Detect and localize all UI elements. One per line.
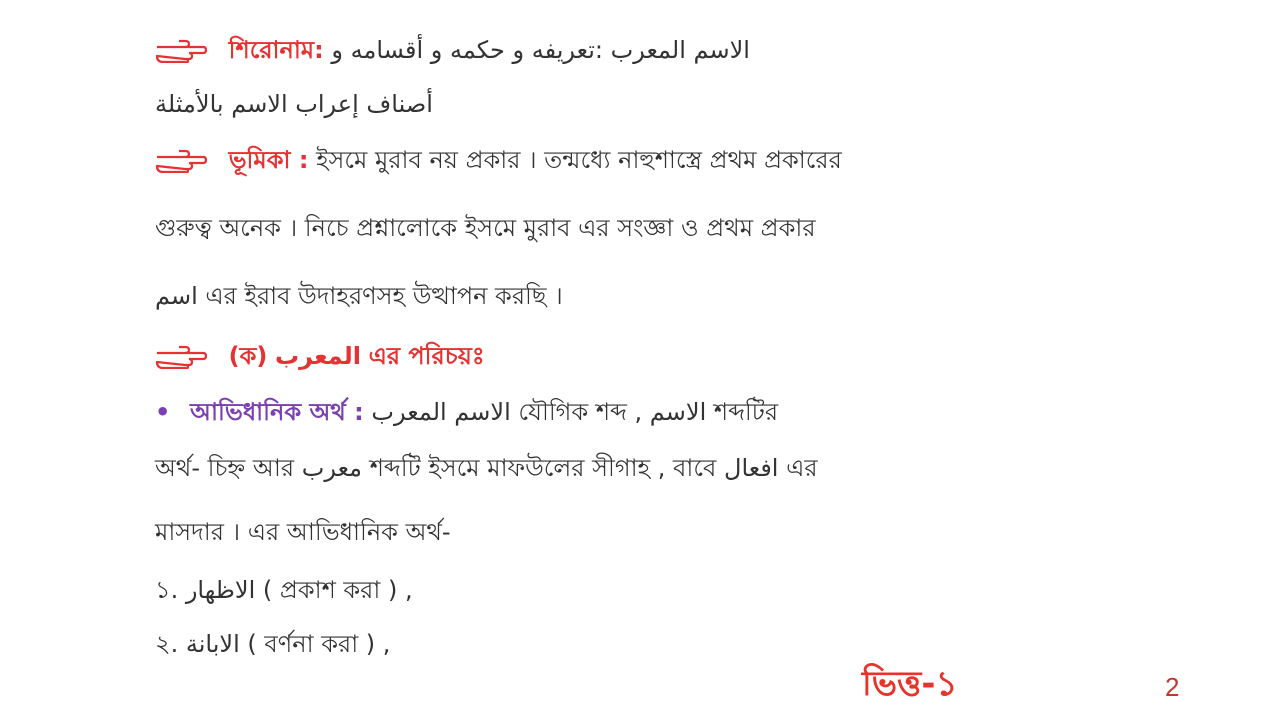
definition-line	[155, 396, 778, 428]
pointing-hand-icon	[155, 149, 207, 173]
definition-line-3	[155, 516, 451, 548]
definition-text-a: যৌগিক শব্দ ,	[518, 398, 643, 426]
title-continuation	[155, 88, 433, 120]
intro-text-line-3	[155, 280, 563, 312]
section-prefix: (ক)	[228, 342, 268, 370]
definition3-text: মাসদার । এর আভিধানিক অর্থ-	[155, 518, 451, 546]
intro-text-2: গুরুত্ব অনেক । নিচে প্রশ্নালোকে ইসমে মুরাব এর সংজ্ঞা ও প্রথম প্রকার	[155, 214, 816, 242]
intro-label: ভূমিকা :	[228, 146, 309, 174]
definition-line-2	[155, 452, 818, 484]
section-suffix: এর পরিচয়ঃ	[368, 342, 485, 370]
meaning-item-2	[155, 628, 390, 660]
definition-text-b: শব্দটির	[713, 398, 779, 426]
meaning-item-1-arabic: الاظهار	[185, 576, 256, 604]
intro-text-3: اسم এর ইরাব উদাহরণসহ উত্থাপন করছি ।	[155, 282, 563, 310]
meaning-item-1-text: ( প্রকাশ করা ) ,	[262, 576, 413, 604]
intro-line	[155, 144, 842, 176]
slide-label: ভিত্ত-১	[862, 664, 958, 704]
meaning-item-1-number: ১.	[155, 576, 179, 604]
title-arabic: الاسم المعرب :تعريفه و حكمه و أقسامه و	[331, 36, 750, 64]
definition2-text-c: এর	[786, 454, 818, 482]
section-heading	[155, 340, 485, 372]
pointing-hand-icon	[155, 345, 207, 369]
definition-label: আভিধানিক অর্থ :	[189, 398, 364, 426]
definition-arabic: الاسم المعرب	[371, 398, 511, 426]
bullet-icon: •	[155, 398, 171, 426]
meaning-item-1	[155, 574, 413, 606]
meaning-item-2-text: ( বর্ণনা করা ) ,	[247, 630, 391, 658]
intro-text-line-2	[155, 212, 816, 244]
intro-text: ইসমে মুরাব নয় প্রকার । তন্মধ্যে নাহুশাস্ত্রে প্রথম প্রকারের	[316, 146, 842, 174]
definition2-text-a: অর্থ- চিহ্ন আর	[155, 454, 295, 482]
title-arabic-continuation: أصناف إعراب الاسم بالأمثلة	[155, 90, 433, 118]
definition2-text-b: শব্দটি ইসমে মাফউলের সীগাহ , বাবে	[369, 454, 717, 482]
section-arabic: المعرب	[275, 342, 361, 370]
pointing-hand-icon	[155, 39, 207, 63]
meaning-item-2-arabic: الابانة	[185, 630, 240, 658]
title-line	[155, 34, 750, 66]
definition-arabic-2: الاسم	[649, 398, 707, 426]
definition2-arabic: معرب	[301, 454, 363, 482]
page-number: 2	[1165, 672, 1180, 702]
definition2-arabic-2: افعال	[724, 454, 779, 482]
meaning-item-2-number: ২.	[155, 630, 179, 658]
title-label: শিরোনাম:	[228, 36, 324, 64]
